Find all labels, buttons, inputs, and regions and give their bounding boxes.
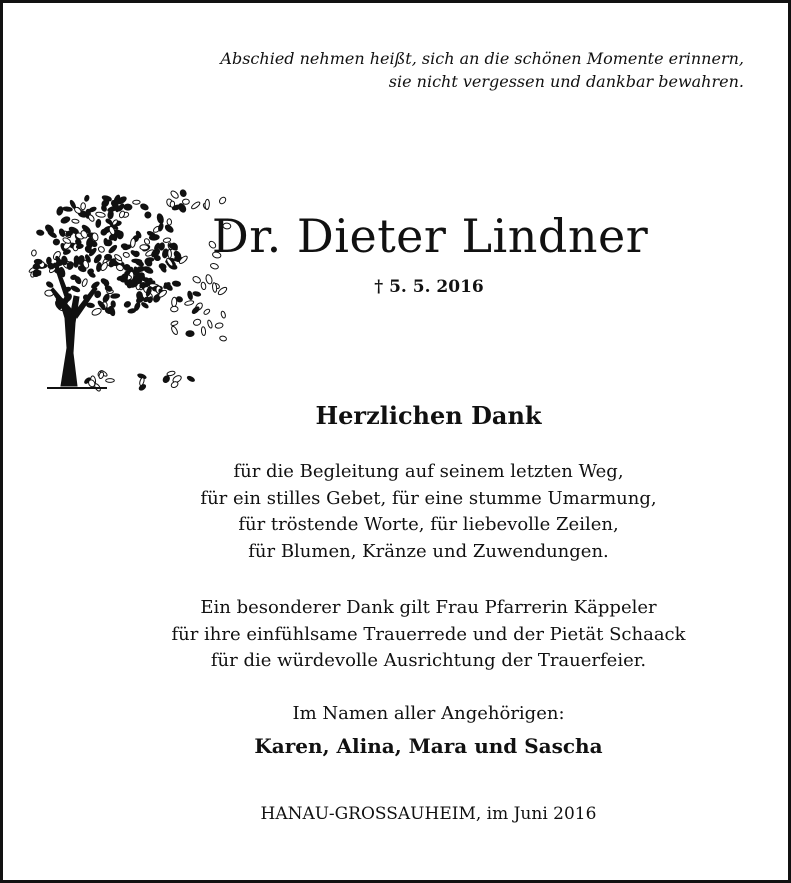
leaf-mark <box>167 370 176 376</box>
leaf-mark <box>179 189 187 197</box>
leaf-mark <box>104 254 111 260</box>
leaf-mark <box>123 300 131 308</box>
thanks-line: für Blumen, Kränze und Zuwendungen. <box>248 540 609 562</box>
leaf-mark <box>102 293 111 303</box>
place-and-date: HANAU-GROSSAUHEIM, im Juni 2016 <box>260 804 597 824</box>
leaf-mark <box>140 203 149 211</box>
leaf-mark <box>156 213 164 224</box>
leaf-mark <box>95 211 105 217</box>
leaf-mark <box>167 219 172 226</box>
leaf-mark <box>74 256 79 263</box>
leaf-mark <box>87 214 95 222</box>
thanks-line: für ihre einfühlsame Trauerrede und der Pietät Schaack <box>171 623 686 645</box>
thanks-line: für ein stilles Gebet, für eine stumme Umarmung, <box>200 487 657 509</box>
leaf-mark <box>100 278 110 287</box>
thanks-line: Ein besonderer Dank gilt Frau Pfarrerin Käppeler <box>200 597 657 618</box>
thanks-paragraph-2 <box>63 595 791 675</box>
leaf-mark <box>53 239 60 245</box>
quote-line-2: sie nicht vergessen und dankbar bewahren. <box>388 72 744 91</box>
leaf-mark <box>70 285 80 293</box>
leaf-mark <box>170 320 178 326</box>
leaf-mark <box>34 259 42 264</box>
leaf-mark <box>63 207 73 212</box>
quote-line-1: Abschied nehmen heißt, sich an die schönen Momente erinnern, <box>220 49 744 68</box>
leaf-mark <box>141 302 149 309</box>
thanks-paragraph-1 <box>63 459 791 565</box>
leaf-mark <box>149 234 159 240</box>
leaf-mark <box>123 252 130 259</box>
leaf-mark <box>203 308 211 315</box>
leaf-mark <box>31 250 36 257</box>
leaf-mark <box>91 307 102 316</box>
thanks-line: für die würdevolle Ausrichtung der Trauerfeier. <box>210 650 647 671</box>
thanks-line: für tröstende Worte, für liebevolle Zeilen, <box>238 514 619 535</box>
leaf-mark <box>193 318 202 326</box>
death-date: † 5. 5. 2016 <box>374 277 484 297</box>
leaf-mark <box>186 331 194 337</box>
leaf-mark <box>111 301 116 308</box>
leaf-mark <box>220 311 226 319</box>
leaf-mark <box>97 245 105 253</box>
leaf-mark <box>128 308 137 313</box>
signature-intro: Im Namen aller Angehörigen: <box>292 703 565 724</box>
thanks-line: für die Begleitung auf seinem letzten Weg, <box>233 461 624 482</box>
leaf-mark <box>144 211 152 219</box>
leaf-mark <box>81 203 86 210</box>
leaf-mark <box>84 195 90 202</box>
leaf-mark <box>130 250 138 257</box>
leaf-mark <box>170 325 178 335</box>
leaf-mark <box>130 238 136 247</box>
leaf-mark <box>81 278 88 287</box>
leaf-mark <box>215 322 224 328</box>
leaf-mark <box>106 379 115 383</box>
leaf-mark <box>46 281 54 289</box>
leaf-mark <box>133 200 141 204</box>
leaf-mark <box>134 258 145 267</box>
leaf-mark <box>187 291 193 300</box>
leaf-mark <box>140 244 149 250</box>
leaf-mark <box>170 306 178 312</box>
leaf-mark <box>163 237 171 243</box>
deceased-name: Dr. Dieter Lindner <box>211 209 649 263</box>
leaf-mark <box>158 223 164 232</box>
leaf-mark <box>201 282 207 290</box>
leaf-mark <box>60 216 71 225</box>
leaf-mark <box>172 281 181 287</box>
leaf-mark <box>93 253 103 264</box>
leaf-mark <box>104 285 112 293</box>
leaf-mark <box>36 230 44 236</box>
leaf-mark <box>184 300 194 306</box>
leaf-mark <box>193 291 202 297</box>
leaf-mark <box>74 276 82 285</box>
leaf-mark <box>170 190 180 200</box>
memorial-quote <box>124 47 744 93</box>
leaf-mark <box>95 219 101 228</box>
leaf-mark <box>182 199 189 204</box>
leaf-mark <box>207 320 213 329</box>
leaf-mark <box>124 204 132 210</box>
leaf-mark <box>191 306 200 315</box>
leaf-mark <box>72 219 80 224</box>
leaf-mark <box>105 240 112 246</box>
leaf-mark <box>219 335 227 341</box>
leaf-mark <box>187 375 196 382</box>
leaf-mark <box>192 275 202 284</box>
leaf-mark <box>58 228 65 237</box>
leaf-mark <box>56 206 64 216</box>
leaf-mark <box>168 249 172 258</box>
leaf-mark <box>201 327 206 336</box>
leaf-mark <box>110 293 119 298</box>
thanks-heading: Herzlichen Dank <box>315 401 542 430</box>
signature-names: Karen, Alina, Mara und Sascha <box>254 734 603 758</box>
leaf-mark <box>205 274 213 285</box>
